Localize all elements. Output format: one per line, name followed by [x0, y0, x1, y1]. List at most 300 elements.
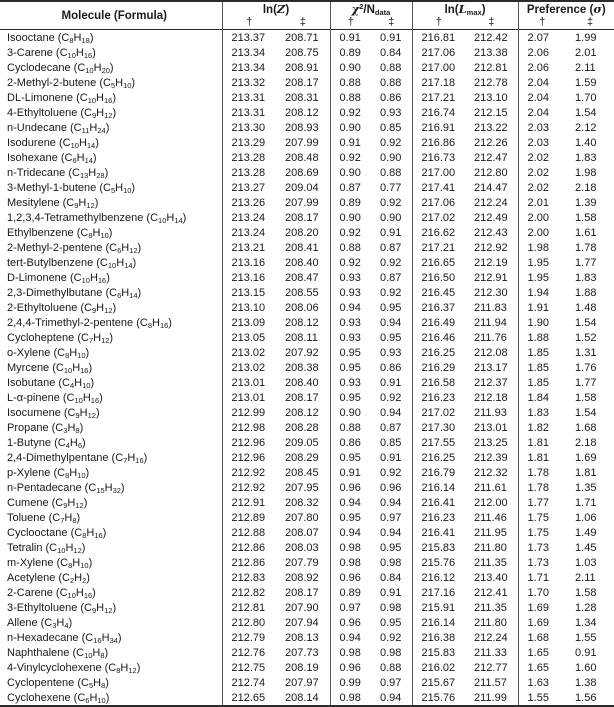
cell-lnZ_ddagger: 208.40 [276, 255, 330, 270]
molecule-cell: 3-Ethyltoluene $(C_9H_{12})$ [0, 600, 222, 615]
molecule-cell: Isocumene $(C_9H_{12})$ [0, 405, 222, 420]
cell-chi2N_dagger: 0.97 [339, 601, 361, 614]
cell-preference_dagger: 1.94 [527, 286, 549, 299]
cell-lnLmax_ddagger: 211.83 [465, 300, 518, 315]
table-row [0, 120, 614, 135]
cell-preference_ddagger: 1.54 [575, 316, 597, 329]
chi-symbol: χ [351, 2, 360, 16]
cell-lnLmax_dagger: 217.02 [421, 211, 456, 224]
cell-lnZ_dagger: 212.99 [231, 406, 266, 419]
cell-chi2N_dagger: 0.90 [339, 211, 361, 224]
cell-lnLmax_ddagger: 211.46 [465, 510, 518, 525]
cell-lnLmax_dagger: 215.67 [421, 676, 456, 689]
cell-chi2N_ddagger: 0.84 [371, 45, 412, 60]
cell-lnLmax_dagger: 215.83 [421, 646, 456, 659]
cell-chi2N_dagger: 0.96 [339, 571, 361, 584]
cell-chi2N_dagger: 0.92 [339, 151, 361, 164]
cell-lnLmax_dagger: 217.00 [421, 166, 456, 179]
cell-preference_dagger: 1.85 [527, 376, 549, 389]
table-row [0, 240, 614, 255]
cell-chi2N_dagger: 0.90 [339, 166, 361, 179]
table-row [0, 315, 614, 330]
cell-chi2N_ddagger: 0.88 [371, 165, 412, 180]
molecule-cell: Isodurene $(C_{10}H_{14})$ [0, 135, 222, 150]
cell-lnLmax_ddagger: 211.61 [465, 480, 518, 495]
cell-lnZ_dagger: 213.37 [231, 31, 266, 44]
molecule-cell: L-α-pinene $(C_{10}H_{16})$ [0, 390, 222, 405]
cell-lnLmax_dagger: 216.81 [421, 31, 456, 44]
molecule-cell: n-Hexadecane $(C_{16}H_{34})$ [0, 630, 222, 645]
cell-chi2N_ddagger: 0.91 [371, 585, 412, 600]
cell-lnZ_dagger: 212.83 [231, 571, 266, 584]
cell-chi2N_ddagger: 0.88 [371, 60, 412, 75]
cell-lnZ_ddagger: 208.55 [276, 285, 330, 300]
cell-preference_dagger: 2.04 [527, 91, 549, 104]
cell-chi2N_dagger: 0.95 [339, 346, 361, 359]
cell-lnZ_dagger: 213.16 [231, 271, 266, 284]
table-row [0, 30, 614, 46]
cell-preference_ddagger: 1.38 [575, 676, 597, 689]
cell-chi2N_ddagger: 0.90 [371, 150, 412, 165]
cell-preference_dagger: 2.02 [527, 181, 549, 194]
cell-lnLmax_dagger: 215.83 [421, 541, 456, 554]
molecule-cell: Cyclodecane $(C_{10}H_{20})$ [0, 60, 222, 75]
table-header [0, 1, 614, 30]
cell-lnZ_ddagger: 208.29 [276, 450, 330, 465]
cell-preference_dagger: 2.06 [527, 46, 549, 59]
table-row [0, 45, 614, 60]
cell-lnZ_ddagger: 207.99 [276, 195, 330, 210]
cell-lnZ_dagger: 213.01 [231, 376, 266, 389]
cell-lnZ_ddagger: 208.11 [276, 330, 330, 345]
cell-lnZ_ddagger: 208.12 [276, 105, 330, 120]
molecule-cell: Acetylene $(C_2H_2)$ [0, 570, 222, 585]
cell-preference_ddagger: 1.58 [575, 391, 597, 404]
cell-lnLmax_ddagger: 212.00 [465, 495, 518, 510]
cell-lnLmax_ddagger: 212.08 [465, 345, 518, 360]
cell-lnZ_dagger: 212.65 [231, 691, 266, 704]
cell-chi2N_ddagger: 0.88 [371, 75, 412, 90]
cell-chi2N_dagger: 0.95 [339, 511, 361, 524]
table-row [0, 555, 614, 570]
cell-preference_ddagger: 1.70 [575, 91, 597, 104]
cell-preference_ddagger: 1.54 [575, 106, 597, 119]
cell-lnZ_ddagger: 208.17 [276, 210, 330, 225]
cell-lnZ_dagger: 213.30 [231, 121, 266, 134]
cell-preference_ddagger: 1.40 [575, 136, 597, 149]
cell-lnLmax_dagger: 217.41 [421, 181, 456, 194]
cell-chi2N_ddagger: 0.92 [371, 630, 412, 645]
cell-lnLmax_ddagger: 214.47 [465, 180, 518, 195]
cell-lnZ_ddagger: 208.03 [276, 540, 330, 555]
cell-preference_dagger: 2.02 [527, 151, 549, 164]
cell-lnZ_dagger: 213.24 [231, 211, 266, 224]
cell-lnZ_dagger: 212.76 [231, 646, 266, 659]
molecule-cell: 3-Methyl-1-butene $(C_5H_{10})$ [0, 180, 222, 195]
table-row [0, 150, 614, 165]
cell-chi2N_ddagger: 0.94 [371, 525, 412, 540]
cell-preference_dagger: 1.69 [527, 616, 549, 629]
cell-preference_dagger: 2.03 [527, 121, 549, 134]
col-group-ln-lmax: $\ln(L_{max})$ [412, 1, 518, 16]
cell-chi2N_dagger: 0.93 [339, 286, 361, 299]
cell-chi2N_dagger: 0.98 [339, 646, 361, 659]
cell-preference_ddagger: 1.06 [575, 511, 597, 524]
cell-lnLmax_ddagger: 211.33 [465, 645, 518, 660]
table-row [0, 465, 614, 480]
cell-preference_dagger: 1.81 [527, 436, 549, 449]
table-row [0, 525, 614, 540]
cell-lnLmax_ddagger: 211.76 [465, 330, 518, 345]
subcol-lnZ-dagger: † [246, 16, 253, 28]
cell-lnZ_dagger: 213.28 [231, 151, 266, 164]
cell-chi2N_dagger: 0.88 [339, 241, 361, 254]
cell-preference_dagger: 1.91 [527, 301, 549, 314]
cell-lnZ_dagger: 213.31 [231, 106, 266, 119]
table-row [0, 285, 614, 300]
cell-chi2N_dagger: 0.88 [339, 91, 361, 104]
cell-lnLmax_ddagger: 212.30 [465, 285, 518, 300]
table-row [0, 405, 614, 420]
cell-lnZ_ddagger: 208.06 [276, 300, 330, 315]
cell-lnLmax_ddagger: 212.78 [465, 75, 518, 90]
cell-lnLmax_dagger: 216.41 [421, 496, 456, 509]
table-body [0, 30, 614, 707]
cell-chi2N_ddagger: 0.92 [371, 285, 412, 300]
subcol-lnZ-ddagger: ‡ [276, 16, 330, 30]
cell-preference_dagger: 1.73 [527, 556, 549, 569]
cell-lnZ_dagger: 213.16 [231, 256, 266, 269]
cell-preference_dagger: 1.84 [527, 391, 549, 404]
molecule-cell: n-Pentadecane $(C_{15}H_{32})$ [0, 480, 222, 495]
cell-preference_ddagger: 1.88 [575, 286, 597, 299]
cell-preference_ddagger: 1.49 [575, 526, 597, 539]
cell-chi2N_dagger: 0.86 [339, 436, 361, 449]
cell-lnLmax_ddagger: 212.92 [465, 240, 518, 255]
cell-chi2N_dagger: 0.91 [339, 136, 361, 149]
cell-lnZ_dagger: 212.86 [231, 556, 266, 569]
cell-lnZ_dagger: 212.82 [231, 586, 266, 599]
cell-chi2N_ddagger: 0.93 [371, 105, 412, 120]
cell-chi2N_dagger: 0.93 [339, 316, 361, 329]
cell-lnLmax_ddagger: 213.40 [465, 570, 518, 585]
cell-lnLmax_ddagger: 212.15 [465, 105, 518, 120]
cell-lnLmax_dagger: 217.06 [421, 196, 456, 209]
cell-chi2N_dagger: 0.92 [339, 106, 361, 119]
cell-preference_dagger: 1.65 [527, 661, 549, 674]
table-row [0, 540, 614, 555]
cell-lnZ_dagger: 212.75 [231, 661, 266, 674]
cell-preference_dagger: 2.00 [527, 226, 549, 239]
cell-lnLmax_ddagger: 213.01 [465, 420, 518, 435]
cell-lnLmax_ddagger: 213.10 [465, 90, 518, 105]
cell-preference_ddagger: 1.83 [575, 271, 597, 284]
cell-chi2N_ddagger: 0.93 [371, 345, 412, 360]
cell-preference_ddagger: 1.58 [575, 586, 597, 599]
cell-preference_dagger: 2.01 [527, 196, 549, 209]
cell-chi2N_ddagger: 0.86 [371, 90, 412, 105]
cell-lnLmax_ddagger: 212.81 [465, 60, 518, 75]
cell-preference_ddagger: 1.61 [575, 226, 597, 239]
cell-lnLmax_ddagger: 212.43 [465, 225, 518, 240]
cell-lnZ_ddagger: 208.45 [276, 465, 330, 480]
cell-lnZ_dagger: 213.02 [231, 346, 266, 359]
table-row [0, 375, 614, 390]
cell-chi2N_ddagger: 0.91 [371, 450, 412, 465]
table-row [0, 660, 614, 675]
cell-preference_ddagger: 1.81 [575, 466, 597, 479]
cell-lnZ_dagger: 212.92 [231, 466, 266, 479]
cell-lnLmax_dagger: 216.41 [421, 526, 456, 539]
cell-chi2N_ddagger: 0.97 [371, 510, 412, 525]
molecule-cell: Isooctane $(C_8H_{18})$ [0, 30, 222, 46]
cell-preference_ddagger: 1.55 [575, 631, 597, 644]
table-row [0, 300, 614, 315]
cell-preference_dagger: 2.06 [527, 61, 549, 74]
cell-lnLmax_ddagger: 211.99 [465, 690, 518, 706]
cell-chi2N_dagger: 0.94 [339, 301, 361, 314]
cell-chi2N_dagger: 0.89 [339, 46, 361, 59]
cell-lnZ_dagger: 212.86 [231, 541, 266, 554]
cell-lnZ_ddagger: 208.17 [276, 390, 330, 405]
cell-preference_ddagger: 1.83 [575, 151, 597, 164]
table-row [0, 105, 614, 120]
cell-preference_dagger: 1.55 [527, 691, 549, 704]
cell-chi2N_dagger: 0.90 [339, 121, 361, 134]
cell-preference_dagger: 1.78 [527, 481, 549, 494]
cell-lnLmax_dagger: 216.29 [421, 361, 456, 374]
cell-lnLmax_ddagger: 212.39 [465, 450, 518, 465]
cell-lnZ_ddagger: 208.12 [276, 315, 330, 330]
cell-lnZ_ddagger: 207.90 [276, 600, 330, 615]
table-row [0, 60, 614, 75]
cell-chi2N_ddagger: 0.91 [371, 225, 412, 240]
cell-chi2N_dagger: 0.87 [339, 181, 361, 194]
cell-lnZ_ddagger: 208.75 [276, 45, 330, 60]
sigma-symbol: σ [593, 2, 602, 16]
cell-lnZ_ddagger: 208.32 [276, 495, 330, 510]
cell-preference_dagger: 2.02 [527, 166, 549, 179]
cell-chi2N_dagger: 0.94 [339, 526, 361, 539]
cell-chi2N_ddagger: 0.94 [371, 405, 412, 420]
molecule-cell: Cyclooctane $(C_8H_{16})$ [0, 525, 222, 540]
cell-lnZ_ddagger: 208.28 [276, 420, 330, 435]
cell-lnZ_dagger: 213.05 [231, 331, 266, 344]
molecule-cell: Tetralin $(C_{10}H_{12})$ [0, 540, 222, 555]
cell-preference_dagger: 1.85 [527, 346, 549, 359]
table-row [0, 225, 614, 240]
cell-chi2N_ddagger: 0.91 [371, 375, 412, 390]
cell-lnZ_ddagger: 208.38 [276, 360, 330, 375]
cell-chi2N_dagger: 0.92 [339, 256, 361, 269]
table-row [0, 600, 614, 615]
cell-lnLmax_ddagger: 212.80 [465, 165, 518, 180]
cell-chi2N_dagger: 0.90 [339, 61, 361, 74]
molecule-cell: tert-Butylbenzene $(C_{10}H_{14})$ [0, 255, 222, 270]
table-row [0, 645, 614, 660]
cell-lnZ_ddagger: 207.92 [276, 345, 330, 360]
molecule-cell: 2,4-Dimethylpentane $(C_7H_{16})$ [0, 450, 222, 465]
cell-chi2N_ddagger: 0.87 [371, 240, 412, 255]
table-row [0, 675, 614, 690]
cell-lnLmax_ddagger: 213.22 [465, 120, 518, 135]
cell-chi2N_ddagger: 0.86 [371, 360, 412, 375]
cell-chi2N_dagger: 0.98 [339, 541, 361, 554]
cell-preference_dagger: 1.78 [527, 466, 549, 479]
molecule-cell: o-Xylene $(C_8H_{10})$ [0, 345, 222, 360]
cell-preference_dagger: 1.77 [527, 496, 549, 509]
cell-lnLmax_dagger: 217.16 [421, 586, 456, 599]
table-row [0, 450, 614, 465]
cell-lnLmax_ddagger: 211.95 [465, 525, 518, 540]
molecule-cell: Cycloheptene $(C_7H_{12})$ [0, 330, 222, 345]
group-header-row [0, 1, 614, 16]
cell-preference_ddagger: 1.54 [575, 406, 597, 419]
cell-lnZ_dagger: 213.32 [231, 76, 266, 89]
cell-chi2N_ddagger: 0.92 [371, 255, 412, 270]
cell-preference_dagger: 1.90 [527, 316, 549, 329]
cell-chi2N_dagger: 0.91 [339, 31, 361, 44]
cell-lnLmax_dagger: 217.55 [421, 436, 456, 449]
cell-lnLmax_ddagger: 211.35 [465, 555, 518, 570]
cell-chi2N_ddagger: 0.98 [371, 600, 412, 615]
cell-lnZ_ddagger: 207.80 [276, 510, 330, 525]
cell-chi2N_dagger: 0.88 [339, 421, 361, 434]
cell-lnZ_dagger: 213.21 [231, 241, 266, 254]
molecule-cell: Myrcene $(C_{10}H_{16})$ [0, 360, 222, 375]
table-row [0, 135, 614, 150]
cell-chi2N_dagger: 0.94 [339, 496, 361, 509]
cell-lnZ_dagger: 212.88 [231, 526, 266, 539]
cell-preference_ddagger: 2.12 [575, 121, 597, 134]
molecule-cell: Isohexane $(C_6H_{14})$ [0, 150, 222, 165]
cell-lnZ_ddagger: 208.20 [276, 225, 330, 240]
cell-preference_dagger: 2.03 [527, 136, 549, 149]
cell-chi2N_dagger: 0.88 [339, 76, 361, 89]
table-row [0, 435, 614, 450]
molecule-cell: n-Undecane $(C_{11}H_{24})$ [0, 120, 222, 135]
cell-lnZ_dagger: 212.81 [231, 601, 266, 614]
cell-lnLmax_ddagger: 212.42 [465, 30, 518, 46]
cell-lnZ_ddagger: 207.99 [276, 135, 330, 150]
ln-evidence-label: ln( [262, 4, 277, 16]
cell-preference_dagger: 1.82 [527, 421, 549, 434]
cell-lnZ_dagger: 213.09 [231, 316, 266, 329]
cell-chi2N_ddagger: 0.92 [371, 465, 412, 480]
cell-preference_ddagger: 1.69 [575, 451, 597, 464]
cell-lnZ_ddagger: 208.92 [276, 570, 330, 585]
cell-lnZ_ddagger: 208.41 [276, 240, 330, 255]
molecule-cell: 3-Carene $(C_{10}H_{16})$ [0, 45, 222, 60]
molecule-cell: Toluene $(C_7H_8)$ [0, 510, 222, 525]
molecule-cell: Naphthalene $(C_{10}H_8)$ [0, 645, 222, 660]
cell-lnLmax_ddagger: 212.24 [465, 630, 518, 645]
cell-lnLmax_ddagger: 212.47 [465, 150, 518, 165]
molecule-cell: 4-Vinylcyclohexene $(C_8H_{12})$ [0, 660, 222, 675]
cell-lnLmax_dagger: 216.49 [421, 316, 456, 329]
cell-chi2N_dagger: 0.95 [339, 451, 361, 464]
col-group-ln-evidence: ln(Z) [222, 1, 330, 16]
molecule-cell: 1,2,3,4-Tetramethylbenzene $(C_{10}H_{14})$ [0, 210, 222, 225]
cell-lnZ_dagger: 213.10 [231, 301, 266, 314]
cell-preference_ddagger: 1.71 [575, 496, 597, 509]
cell-chi2N_dagger: 0.92 [339, 226, 361, 239]
cell-preference_ddagger: 1.34 [575, 616, 597, 629]
cell-lnZ_dagger: 212.79 [231, 631, 266, 644]
cell-chi2N_ddagger: 0.95 [371, 615, 412, 630]
cell-lnLmax_dagger: 217.21 [421, 241, 456, 254]
subcol-lnL-dagger: † [435, 16, 442, 28]
cell-preference_ddagger: 1.99 [575, 31, 597, 44]
cell-preference_dagger: 2.07 [527, 31, 549, 44]
molecule-cell: 1-Butyne $(C_4H_6)$ [0, 435, 222, 450]
cell-lnLmax_ddagger: 212.37 [465, 375, 518, 390]
cell-preference_ddagger: 1.77 [575, 256, 597, 269]
subcol-chi2-dagger: † [347, 16, 354, 28]
cell-preference_ddagger: 1.52 [575, 331, 597, 344]
cell-lnLmax_ddagger: 211.35 [465, 600, 518, 615]
cell-preference_ddagger: 1.39 [575, 196, 597, 209]
cell-lnZ_ddagger: 208.91 [276, 60, 330, 75]
molecule-cell: Cyclohexene $(C_6H_{10})$ [0, 690, 222, 706]
cell-preference_dagger: 1.68 [527, 631, 549, 644]
molecule-cell: m-Xylene $(C_8H_{10})$ [0, 555, 222, 570]
cell-lnZ_dagger: 212.92 [231, 481, 266, 494]
cell-lnLmax_dagger: 216.23 [421, 391, 456, 404]
cell-lnLmax_dagger: 216.86 [421, 136, 456, 149]
molecule-cell: 2-Methyl-2-butene $(C_5H_{10})$ [0, 75, 222, 90]
cell-lnZ_ddagger: 208.69 [276, 165, 330, 180]
cell-lnZ_ddagger: 207.97 [276, 675, 330, 690]
cell-preference_dagger: 1.83 [527, 406, 549, 419]
cell-lnLmax_dagger: 216.74 [421, 106, 456, 119]
cell-chi2N_ddagger: 0.92 [371, 135, 412, 150]
cell-lnLmax_dagger: 215.76 [421, 556, 456, 569]
cell-chi2N_dagger: 0.93 [339, 271, 361, 284]
cell-lnLmax_ddagger: 212.49 [465, 210, 518, 225]
cell-preference_ddagger: 2.18 [575, 436, 597, 449]
cell-lnZ_dagger: 212.91 [231, 496, 266, 509]
cell-lnLmax_dagger: 217.00 [421, 61, 456, 74]
cell-lnZ_dagger: 213.34 [231, 61, 266, 74]
cell-preference_ddagger: 1.48 [575, 301, 597, 314]
table-row [0, 75, 614, 90]
cell-lnLmax_dagger: 216.62 [421, 226, 456, 239]
cell-chi2N_dagger: 0.90 [339, 406, 361, 419]
cell-preference_dagger: 1.63 [527, 676, 549, 689]
cell-preference_ddagger: 1.98 [575, 166, 597, 179]
cell-preference_ddagger: 0.91 [575, 646, 597, 659]
cell-lnLmax_dagger: 215.91 [421, 601, 456, 614]
cell-preference_dagger: 2.00 [527, 211, 549, 224]
table-row [0, 510, 614, 525]
cell-lnLmax_dagger: 217.02 [421, 406, 456, 419]
cell-lnZ_dagger: 212.96 [231, 451, 266, 464]
cell-lnZ_ddagger: 208.17 [276, 585, 330, 600]
cell-lnZ_dagger: 213.01 [231, 391, 266, 404]
cell-chi2N_ddagger: 0.87 [371, 420, 412, 435]
cell-preference_ddagger: 1.68 [575, 421, 597, 434]
cell-chi2N_dagger: 0.96 [339, 481, 361, 494]
cell-preference_dagger: 1.65 [527, 646, 549, 659]
cell-chi2N_dagger: 0.89 [339, 586, 361, 599]
cell-lnLmax_dagger: 216.25 [421, 346, 456, 359]
cell-chi2N_ddagger: 0.85 [371, 120, 412, 135]
cell-lnZ_ddagger: 209.05 [276, 435, 330, 450]
cell-lnZ_dagger: 213.29 [231, 136, 266, 149]
cell-preference_dagger: 1.75 [527, 511, 549, 524]
cell-lnZ_dagger: 213.31 [231, 91, 266, 104]
